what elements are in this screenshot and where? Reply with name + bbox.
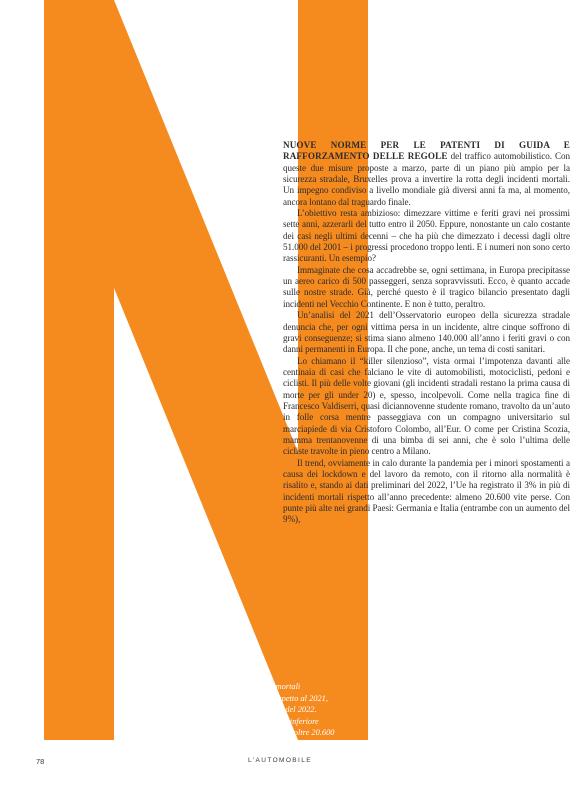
article-paragraph: Un’analisi del 2021 dell’Osservatorio europeo della sicurezza stradale denuncia che, per ogni vittima persa in un incidente, altre cinque soffrono di gravi conseguenze; si stima siano almeno 140.000 all’anno i feriti gravi o con danni permanenti in Europa. Il che pone, anche, un tema di costi sanitari. xyxy=(283,310,570,355)
stat-caption-line: Il numero di incidenti mortali xyxy=(201,682,301,691)
stat-caption xyxy=(201,681,381,739)
stat-caption-line: stando ai dati provvisori del 2022. xyxy=(201,705,317,715)
article-paragraph: L’obiettivo resta ambizioso: dimezzare vittime e feriti gravi nei prossimi sette anni, azzerarli del tutto entro il 2050. Eppure, nonostante un calo costante dei casi negli ultimi decenni – che ha più che dimezzato i decessi dagli oltre 51.000 del 2001 – i progressi procedono troppo lenti. E i numeri non sono certo rassicuranti. Un esempio? xyxy=(283,208,570,264)
lead-text: del traffico automobilistico. Con queste due misure proposte a marzo, parte di un piano più ampio per la sicurezza stradale, Bruxelles prova a invertire la rotta degli incidenti mortali. Un impegno condiviso a livello mondiale già diversi anni fa ma, al momento, ancora lontano dal traguardo finale. xyxy=(283,151,570,207)
stat-value: +3% xyxy=(201,638,260,680)
stat-caption-line: Il numero delle tragedie è inferiore xyxy=(201,716,319,726)
stat-callout xyxy=(201,638,381,739)
stat-caption-line: sulle strade europee, rispetto al 2021, xyxy=(201,693,328,703)
magazine-name: L’AUTOMOBILE xyxy=(248,757,313,764)
stat-caption-line: al 2019, ma le vittime sono oltre 20.600 xyxy=(201,728,335,738)
article-lead xyxy=(283,140,570,208)
article-body xyxy=(283,140,570,526)
lead-heading: NUOVE NORME PER LE PATENTI DI GUIDA E RAFFORZAMENTO DELLE REGOLE xyxy=(283,140,570,162)
article-paragraph: Il trend, ovviamente in calo durante la pandemia per i minori spostamenti a causa dei lockdown e del lavoro da remoto, con il ritorno alla normalità è risalito e, stando ai dati preliminari del 2022, l’Ue ha registrato il 3% in più di incidenti mortali rispetto all’anno precedente: almeno 20.600 vite perse. Con punte più alte nei grandi Paesi: Germania e Italia (entrambe con un aumento del 9%), xyxy=(283,457,570,525)
article-paragraph: Lo chiamano il “killer silenzioso”, vista ormai l’impotenza davanti alle centinaia di casi che falciano le vite di automobilisti, motociclisti, pedoni e ciclisti. Il più delle volte giovani (gli incidenti stradali restano la prima causa di morte per gli under 20) e, spesso, incolpevoli. Come nella tragica fine di Francesco Valdiserri, quasi diciannovenne studente romano, travolto da un’auto in folle corsa mentre passeggiava con un compagno universitario sul marciapiede di via Cristoforo Colombo, all’Eur. O come per Cristina Scozia, mamma trentanovenne di una bimba di sei anni, che è solo l’ultima delle cicliste travolte in pieno centro a Milano. xyxy=(283,355,570,457)
page-number: 78 xyxy=(36,757,45,766)
article-paragraph: Immaginate che cosa accadrebbe se, ogni settimana, in Europa precipitasse un aereo carico di 500 passeggeri, senza sopravvissuti. Ecco, è quanto accade sulle nostre strade. Già, perché questo è il tragico bilancio presentato dagli incidenti nel Vecchio Continente. E non è tutto, peraltro. xyxy=(283,264,570,309)
